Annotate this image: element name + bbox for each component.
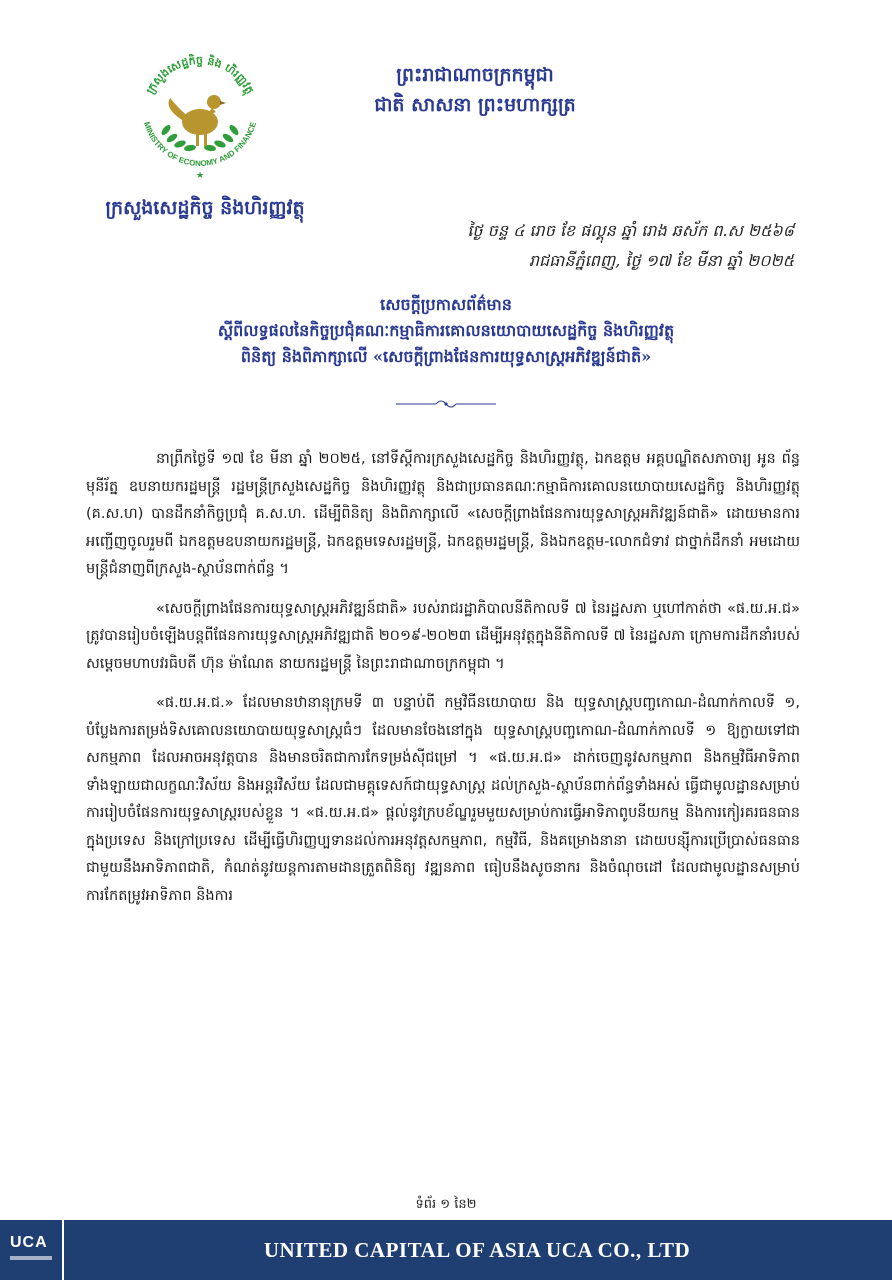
kingdom-motto [350, 60, 600, 120]
svg-text:ក្រសួងសេដ្ឋកិច្ច និង ហិរញ្ញវត្ [144, 53, 257, 97]
svg-text:★: ★ [195, 171, 205, 181]
ministry-seal [126, 38, 274, 186]
paragraph-2: «សេចក្តីព្រាងផែនការយុទ្ធសាស្ត្រអភិវឌ្ឍន៍ជាតិ» របស់រាជរដ្ឋាភិបាលនីតិកាលទី ៧ នៃរដ្ឋសភា ឬហៅកាត់ថា «ផ.យ.អ.ជ» ត្រូវបានរៀបចំឡើងបន្តពីផែនការយុទ្ធសាស្ត្រអភិវឌ្ឍជាតិ ២០១៩-២០២៣ ដើម្បីអនុវត្តក្នុងនីតិកាលទី ៧ នៃរដ្ឋសភា ក្រោមការដឹកនាំរបស់ សម្តេចមហាបវរធិបតី ហ៊ុន ម៉ាណែត នាយករដ្ឋមន្ត្រី នៃព្រះរាជាណាចក្រកម្ពុជា ។ [86, 600, 800, 672]
uca-logo [0, 1220, 64, 1280]
company-footer [0, 1220, 892, 1280]
logo-underline [10, 1256, 52, 1260]
lunar-date: ថ្ងៃ ចន្ទ ៤ រោច ខែ ផល្គុន ឆ្នាំ រោង ឆស័ក ព.ស ២៥៦៨ [467, 221, 794, 240]
title-line-2: ស្តីពីលទ្ធផលនៃកិច្ចប្រជុំគណៈកម្មាធិការគោលនយោបាយសេដ្ឋកិច្ច និងហិរញ្ញវត្ថុ [217, 321, 675, 340]
paragraph-3: «ផ.យ.អ.ជ.» ដែលមានឋានានុក្រមទី ៣ បន្ទាប់ពី កម្មវិធីនយោបាយ និង យុទ្ធសាស្ត្របញ្ចកោណ-ដំណាក់កាលទី ១, បំប្លែងការតម្រង់ទិសគោលនយោបាយយុទ្ធសាស្ត្រធំៗ ដែលមានចែងនៅក្នុង យុទ្ធសាស្ត្របញ្ចកោណ-ដំណាក់កាលទី ១ ឱ្យក្លាយទៅជាសកម្មភាព ដែលអាចអនុវត្តបាន និងមានចរិតជាការកែទម្រង់ស៊ីជម្រៅ ។ «ផ.យ.អ.ជ» ដាក់ចេញនូវសកម្មភាព និងកម្មវិធីអាទិភាពទាំងឡាយជាលក្ខណៈវិស័យ និងអន្តរវិស័យ ដែលជាមគ្គុទេសក៍ជាយុទ្ធសាស្ត្រ ដល់ក្រសួង-ស្ថាប័នពាក់ព័ន្ធទាំងអស់ ធ្វើជាមូលដ្ឋានសម្រាប់ការរៀបចំផែនការយុទ្ធសាស្ត្ររបស់ខ្លួន ។ «ផ.យ.អ.ជ» ផ្តល់នូវក្របខ័ណ្ឌរួមមួយសម្រាប់ការធ្វើអាទិភាពូបនីយកម្ម និងការកៀរគរធនធានក្នុងប្រទេស និងក្រៅប្រទេស ដើម្បីធ្វើហិរញ្ញប្បទានដល់ការអនុវត្តសកម្មភាព, កម្មវិធី, និងគម្រោងនានា ដោយបន្សុីការប្រើប្រាស់ធនធានជាមួយនឹងអាទិភាពជាតិ, កំណត់នូវយន្តការតាមដានត្រួតពិនិត្យ វឌ្ឍនភាព ធៀបនឹងសូចនាករ និងចំណុចដៅ ដែលជាមូលដ្ឋានសម្រាប់ការកែតម្រូវអាទិភាព និងការ [86, 695, 800, 904]
solar-date: រាជធានីភ្នំពេញ, ថ្ងៃ ១៧ ខែ មីនា ឆ្នាំ ២០២៥ [528, 251, 794, 270]
title-line-1: សេចក្តីប្រកាសព័ត៌មាន [380, 295, 512, 314]
divider-ornament-icon [396, 396, 496, 412]
document-dates [314, 216, 794, 276]
kingdom-name: ព្រះរាជាណាចក្រកម្ពុជា [396, 64, 554, 86]
seal-emblem-icon [126, 38, 274, 186]
document-body [86, 446, 800, 922]
company-name: UNITED CAPITAL OF ASIA UCA CO., LTD [263, 1238, 691, 1262]
document-title [60, 292, 832, 370]
page-number: ទំព័រ ១ នៃ២ [415, 1197, 477, 1212]
seal-text-bottom: MINISTRY OF ECONOMY AND FINANCE [141, 120, 259, 169]
ministry-name: ក្រសួងសេដ្ឋកិច្ច និងហិរញ្ញវត្ថុ [105, 197, 305, 219]
seal-text-top: ក្រសួងសេដ្ឋកិច្ច និង ហិរញ្ញវត្ថុ [143, 53, 257, 97]
paragraph-1: នាព្រឹកថ្ងៃទី ១៧ ខែ មីនា ឆ្នាំ ២០២៥, នៅទីស្តីការក្រសួងសេដ្ឋកិច្ច និងហិរញ្ញវត្ថុ, ឯកឧត្តម អគ្គបណ្ឌិតសភាចារ្យ អូន ព័ន្ធមុនីរ័ត្ន ឧបនាយករដ្ឋមន្ត្រី រដ្ឋមន្ត្រីក្រសួងសេដ្ឋកិច្ច និងហិរញ្ញវត្ថុ និងជាប្រធានគណៈកម្មាធិការគោលនយោបាយសេដ្ឋកិច្ច និងហិរញ្ញវត្ថុ (គ.ស.ហ) បានដឹកនាំកិច្ចប្រជុំ គ.ស.ហ. ដើម្បីពិនិត្យ និងពិភាក្សាលើ «សេចក្តីព្រាងផែនការយុទ្ធសាស្ត្រអភិវឌ្ឍន៍ជាតិ» ដោយមានការអញ្ជើញចូលរួមពី ឯកឧត្តមឧបនាយករដ្ឋមន្ត្រី, ឯកឧត្តមទេសរដ្ឋមន្ត្រី, ឯកឧត្តមរដ្ឋមន្ត្រី, និងឯកឧត្តម-លោកជំទាវ ជាថ្នាក់ដឹកនាំ អមដោយមន្ត្រីជំនាញពីក្រសួង-ស្ថាប័នពាក់ព័ន្ធ ។ [86, 451, 800, 577]
national-motto: ជាតិ សាសនា ព្រះមហាក្សត្រ [374, 94, 576, 116]
uca-logo-text: UCA [10, 1234, 48, 1251]
title-line-3: ពិនិត្យ និងពិភាក្សាលើ «សេចក្តីព្រាងផែនការយុទ្ធសាស្ត្រអភិវឌ្ឍន៍ជាតិ» [240, 347, 652, 366]
